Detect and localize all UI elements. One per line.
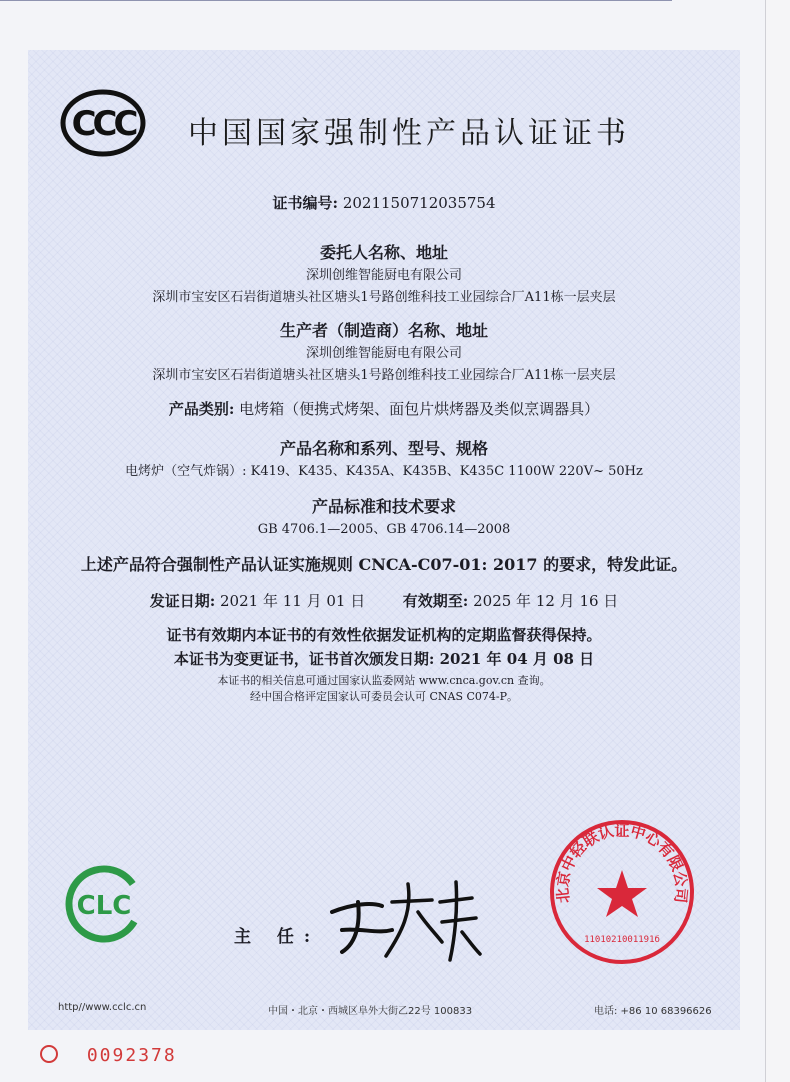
cert-number-label: 证书编号: [272, 194, 339, 212]
standards-heading: 产品标准和技术要求 [311, 497, 456, 516]
seal-text: 北京中轻联认证中心有限公司 [553, 821, 691, 904]
page-edge [765, 0, 790, 1082]
serial-number [40, 1045, 177, 1066]
expiry-label: 有效期至: [402, 592, 469, 610]
validity-note: 证书有效期内本证书的有效性依据发证机构的定期监督获得保持。 [166, 626, 602, 644]
serial-circle-icon [40, 1045, 58, 1063]
applicant-name: 深圳创维智能厨电有限公司 [305, 268, 462, 283]
footer-divider [0, 0, 672, 1]
applicant-address: 深圳市宝安区石岩街道塘头社区塘头1号路创维科技工业园综合厂A11栋一层夹层 [152, 290, 616, 305]
signature-image [322, 872, 482, 962]
applicant-heading: 委托人名称、地址 [319, 243, 448, 262]
ccc-logo-icon [60, 88, 146, 158]
compliance-statement: 上述产品符合强制性产品认证实施规则 CNCA-C07-01: 2017 的要求，特发此证。 [80, 555, 688, 574]
official-seal-icon [548, 818, 696, 966]
issue-date: 2021 年 11 月 01 日 [220, 592, 366, 610]
manufacturer-name: 深圳创维智能厨电有限公司 [305, 346, 462, 361]
category-label: 产品类别: [168, 400, 235, 418]
category-row [28, 398, 740, 419]
change-note: 本证书为变更证书，证书首次颁发日期: 2021 年 04 月 08 日 [173, 650, 595, 668]
issue-date-label: 发证日期: [149, 592, 216, 610]
product-heading: 产品名称和系列、型号、规格 [279, 439, 488, 458]
clc-logo-icon [64, 864, 144, 944]
cert-number-row [28, 192, 740, 213]
info-line-1: 本证书的相关信息可通过国家认监委网站 www.cnca.gov.cn 查询。 [217, 674, 551, 687]
standards-value: GB 4706.1—2005、GB 4706.14—2008 [257, 522, 511, 537]
cert-number: 2021150712035754 [342, 194, 496, 212]
signer-label: 主 任: [234, 927, 321, 947]
seal-number: 1101021001191б [584, 935, 660, 945]
ccc-logo-text: CCC [71, 104, 135, 144]
dates-row [28, 590, 740, 611]
product-value: 电烤炉（空气炸锅）: K419、K435、K435A、K435B、K435C 1100W 220V~ 50Hz [125, 464, 643, 479]
info-line-2: 经中国合格评定国家认可委员会认可 CNAS C074-P。 [249, 690, 519, 703]
manufacturer-heading: 生产者（制造商）名称、地址 [279, 321, 488, 340]
footer-website: http//www.cclc.cn [58, 1002, 147, 1013]
manufacturer-address: 深圳市宝安区石岩街道塘头社区塘头1号路创维科技工业园综合厂A11栋一层夹层 [152, 368, 616, 383]
footer-address: 中国・北京・西城区阜外大街乙22号 100833 [268, 1006, 473, 1017]
serial-number-text: 0092378 [86, 1045, 177, 1066]
certificate-title: 中国国家强制性产品认证证书 [188, 116, 630, 151]
footer-phone: 电话: +86 10 68396626 [594, 1006, 712, 1017]
expiry-date: 2025 年 12 月 16 日 [473, 592, 619, 610]
clc-logo-text: CLC [76, 891, 132, 921]
category-value: 电烤箱（便携式烤架、面包片烘烤器及类似烹调器具） [239, 400, 600, 418]
